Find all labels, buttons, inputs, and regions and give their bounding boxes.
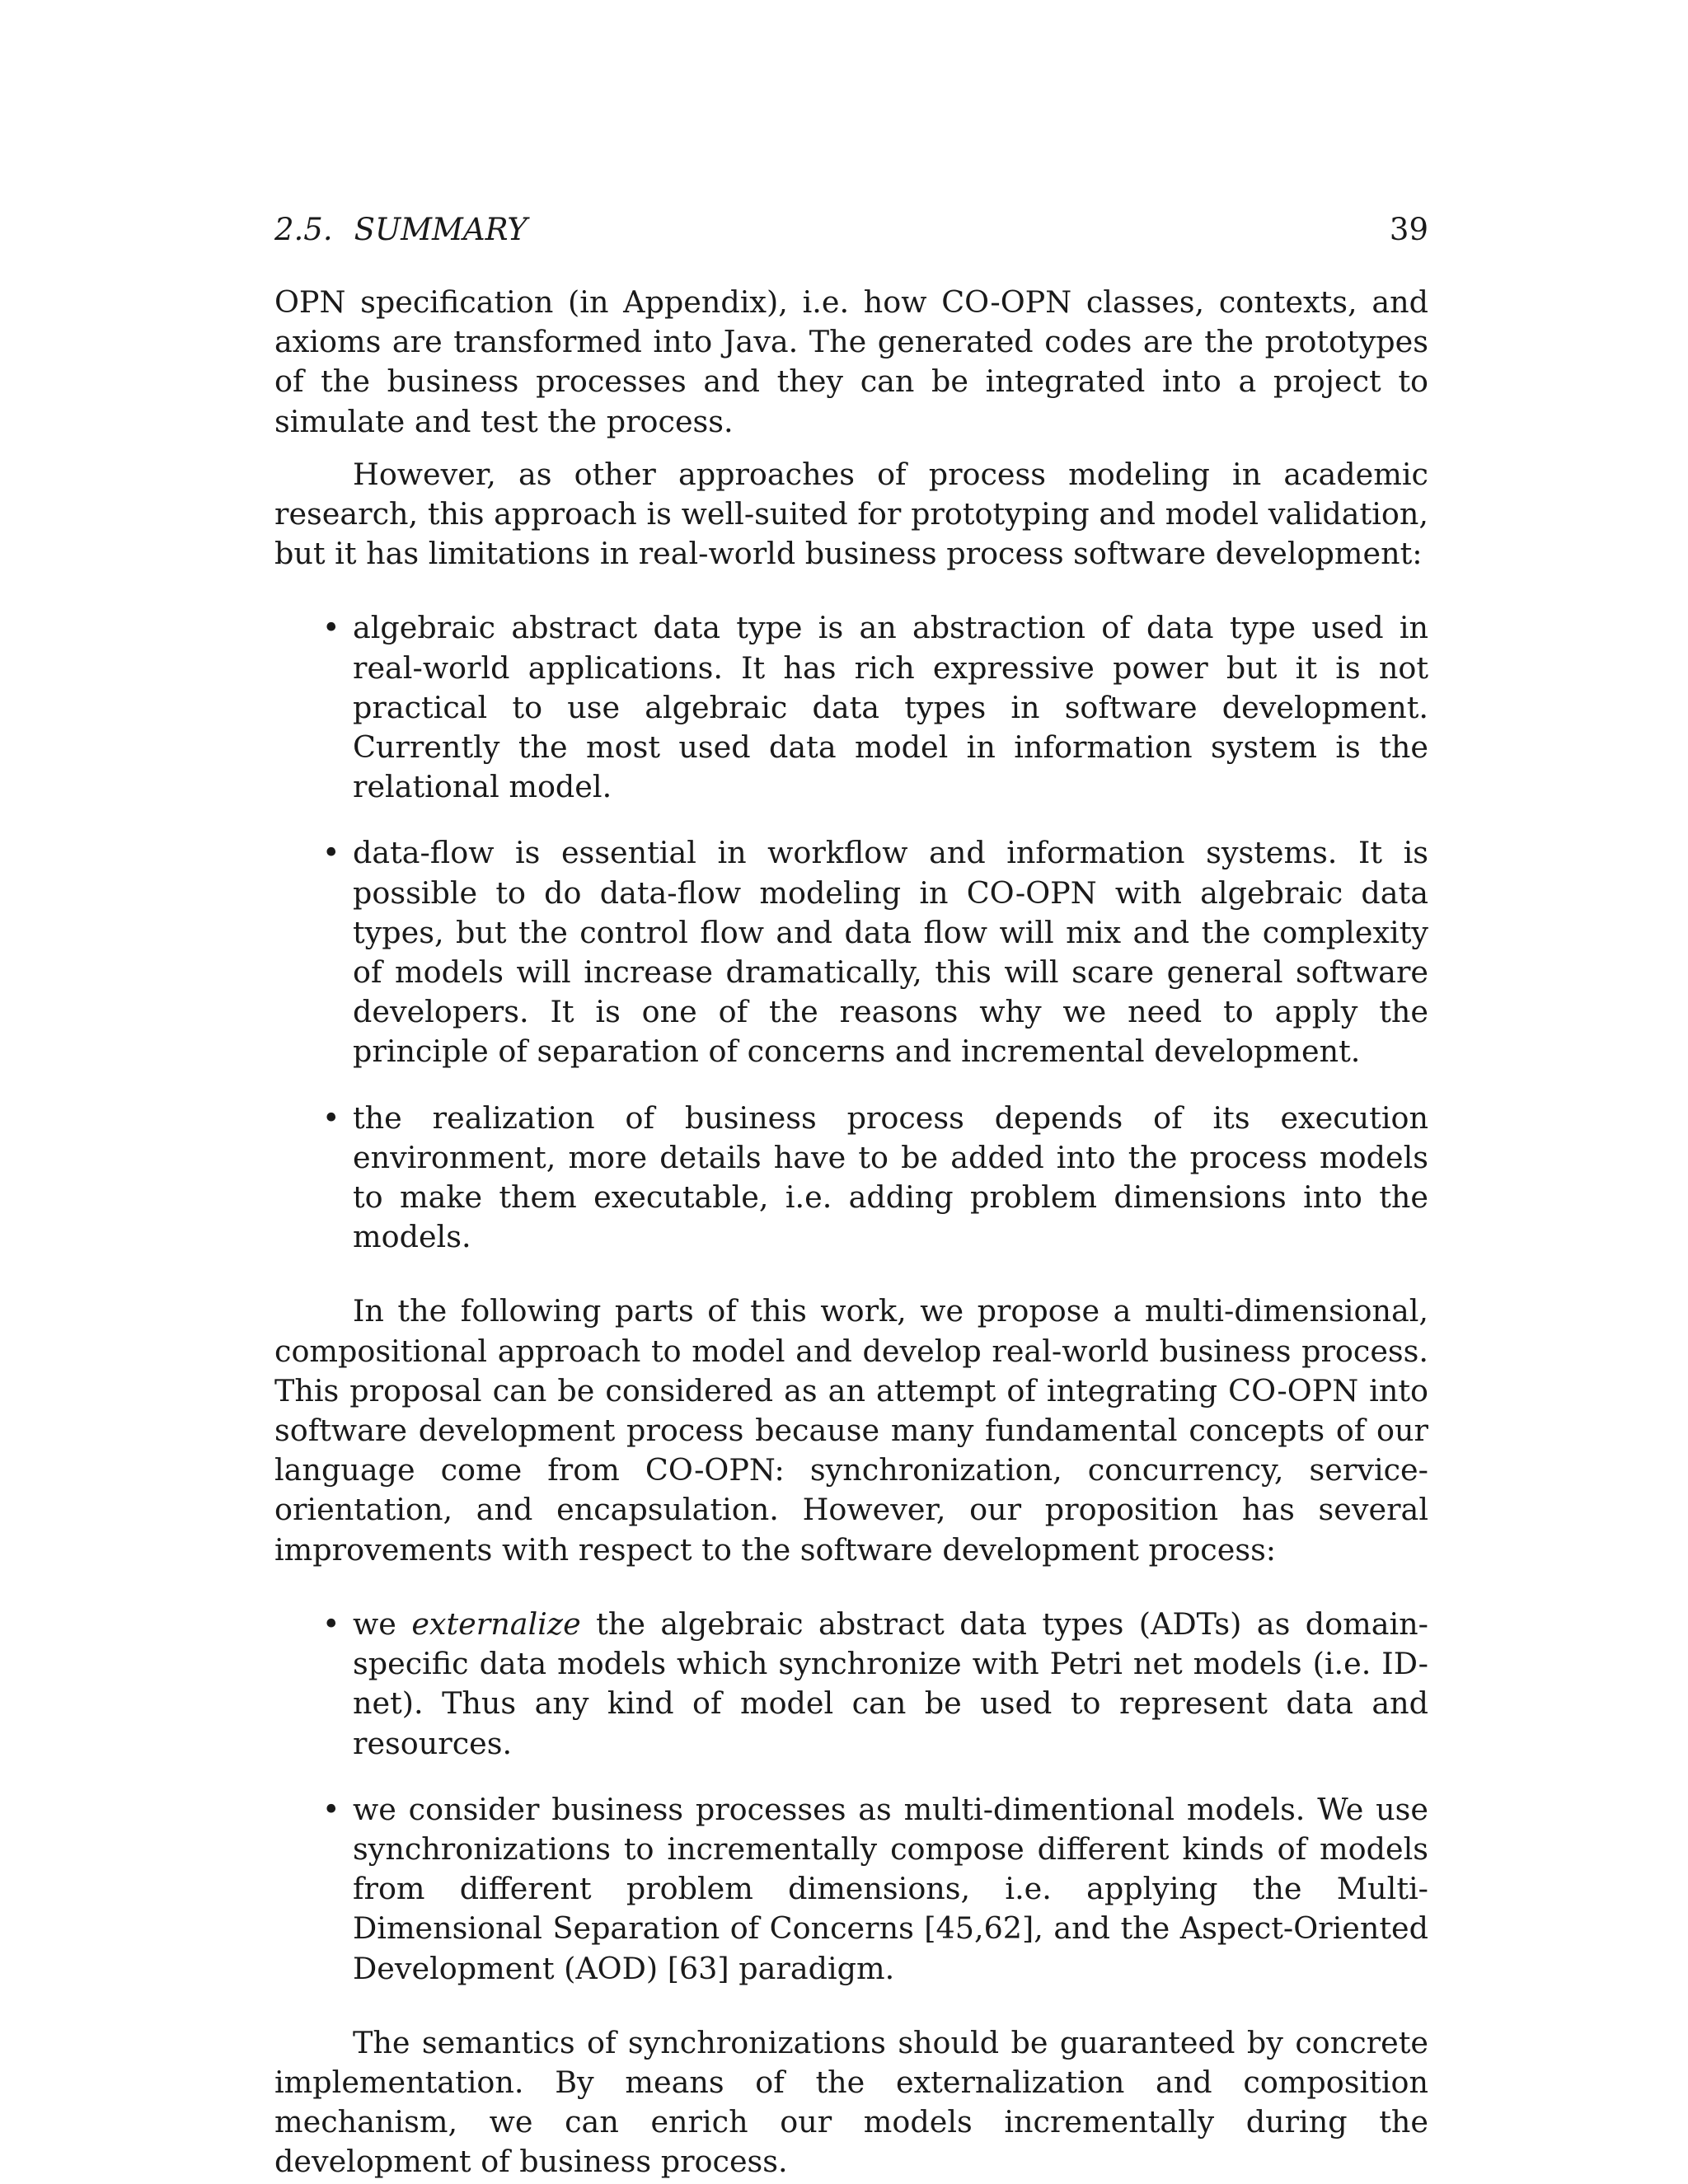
section-number: 2.5. — [274, 212, 333, 247]
bullet-icon: • — [322, 610, 340, 646]
bullet-icon: • — [322, 1791, 340, 1827]
improvements-list — [274, 1605, 1428, 1989]
bullet-icon: • — [322, 835, 340, 871]
page — [274, 210, 1428, 2182]
list-item-text: we consider business processes as multi-dimentional models. We use synchronizations to incrementally compose different kinds of models from different problem dimensions, i.e. applying the Multi-Dimensional Separation of Concerns [45,62], and the Aspect-Oriented Development (AOD) [63] paradigm. — [353, 1791, 1428, 1986]
section-heading — [274, 210, 528, 250]
list-item — [274, 833, 1428, 1071]
paragraph-semantics: The semantics of synchronizations should be guaranteed by concrete implementation. By means of the externalization and composition mechanism, we can enrich our models incrementally during the development of business process. — [274, 2024, 1428, 2180]
list-item-text: the realization of business process depends of its execution environment, more details have to be added into the process models to make them executable, i.e. adding problem dimensions into the models. — [353, 1099, 1428, 1255]
list-item — [274, 1099, 1428, 1258]
list-item-text-post: the algebraic abstract data types (ADTs) as domain-specific data models which synchronize with Petri net models (i.e. ID-net). Thus any kind of model can be used to represent data and resources. — [353, 1605, 1428, 1761]
list-item — [274, 1605, 1428, 1764]
page-number: 39 — [1389, 212, 1428, 247]
section-title: SUMMARY — [354, 212, 528, 247]
list-item-text-pre: we — [353, 1605, 412, 1642]
bullet-icon: • — [322, 1605, 340, 1642]
list-item — [274, 608, 1428, 807]
paragraph-limitations-intro: However, as other approaches of process modeling in academic research, this approach is well-suited for prototyping and model validation, but it has limitations in real-world business process software development: — [274, 456, 1428, 572]
list-item-text: data-flow is essential in workflow and information systems. It is possible to do data-flow modeling in CO-OPN with algebraic data types, but the control flow and data flow will mix and the complexity of models will increase dramatically, this will scare general software developers. It is one of the reasons why we need to apply the principle of separation of concerns and incremental development. — [353, 835, 1428, 1070]
paragraph-continuation: OPN specification (in Appendix), i.e. how CO-OPN classes, contexts, and axioms are transformed into Java. The generated codes are the prototypes of the business processes and they can be integrated into a project to simulate and test the process. — [274, 284, 1428, 439]
limitations-list — [274, 608, 1428, 1257]
list-item — [274, 1790, 1428, 1989]
running-head — [274, 210, 1428, 250]
list-item-text: algebraic abstract data type is an abstraction of data type used in real-world applications. It has rich expressive power but it is not practical to use algebraic data types in software development. Currently the most used data model in information system is the relational model. — [353, 610, 1428, 805]
paragraph-proposal: In the following parts of this work, we propose a multi-dimensional, compositional approach to model and develop real-world business process. This proposal can be considered as an attempt of integrating CO-OPN into software development process because many fundamental concepts of our language come from CO-OPN: synchronization, concurrency, service-orientation, and encapsulation. However, our proposition has several improvements with respect to the software development process: — [274, 1293, 1428, 1568]
bullet-icon: • — [322, 1099, 340, 1136]
emphasis-externalize: externalize — [411, 1605, 581, 1642]
